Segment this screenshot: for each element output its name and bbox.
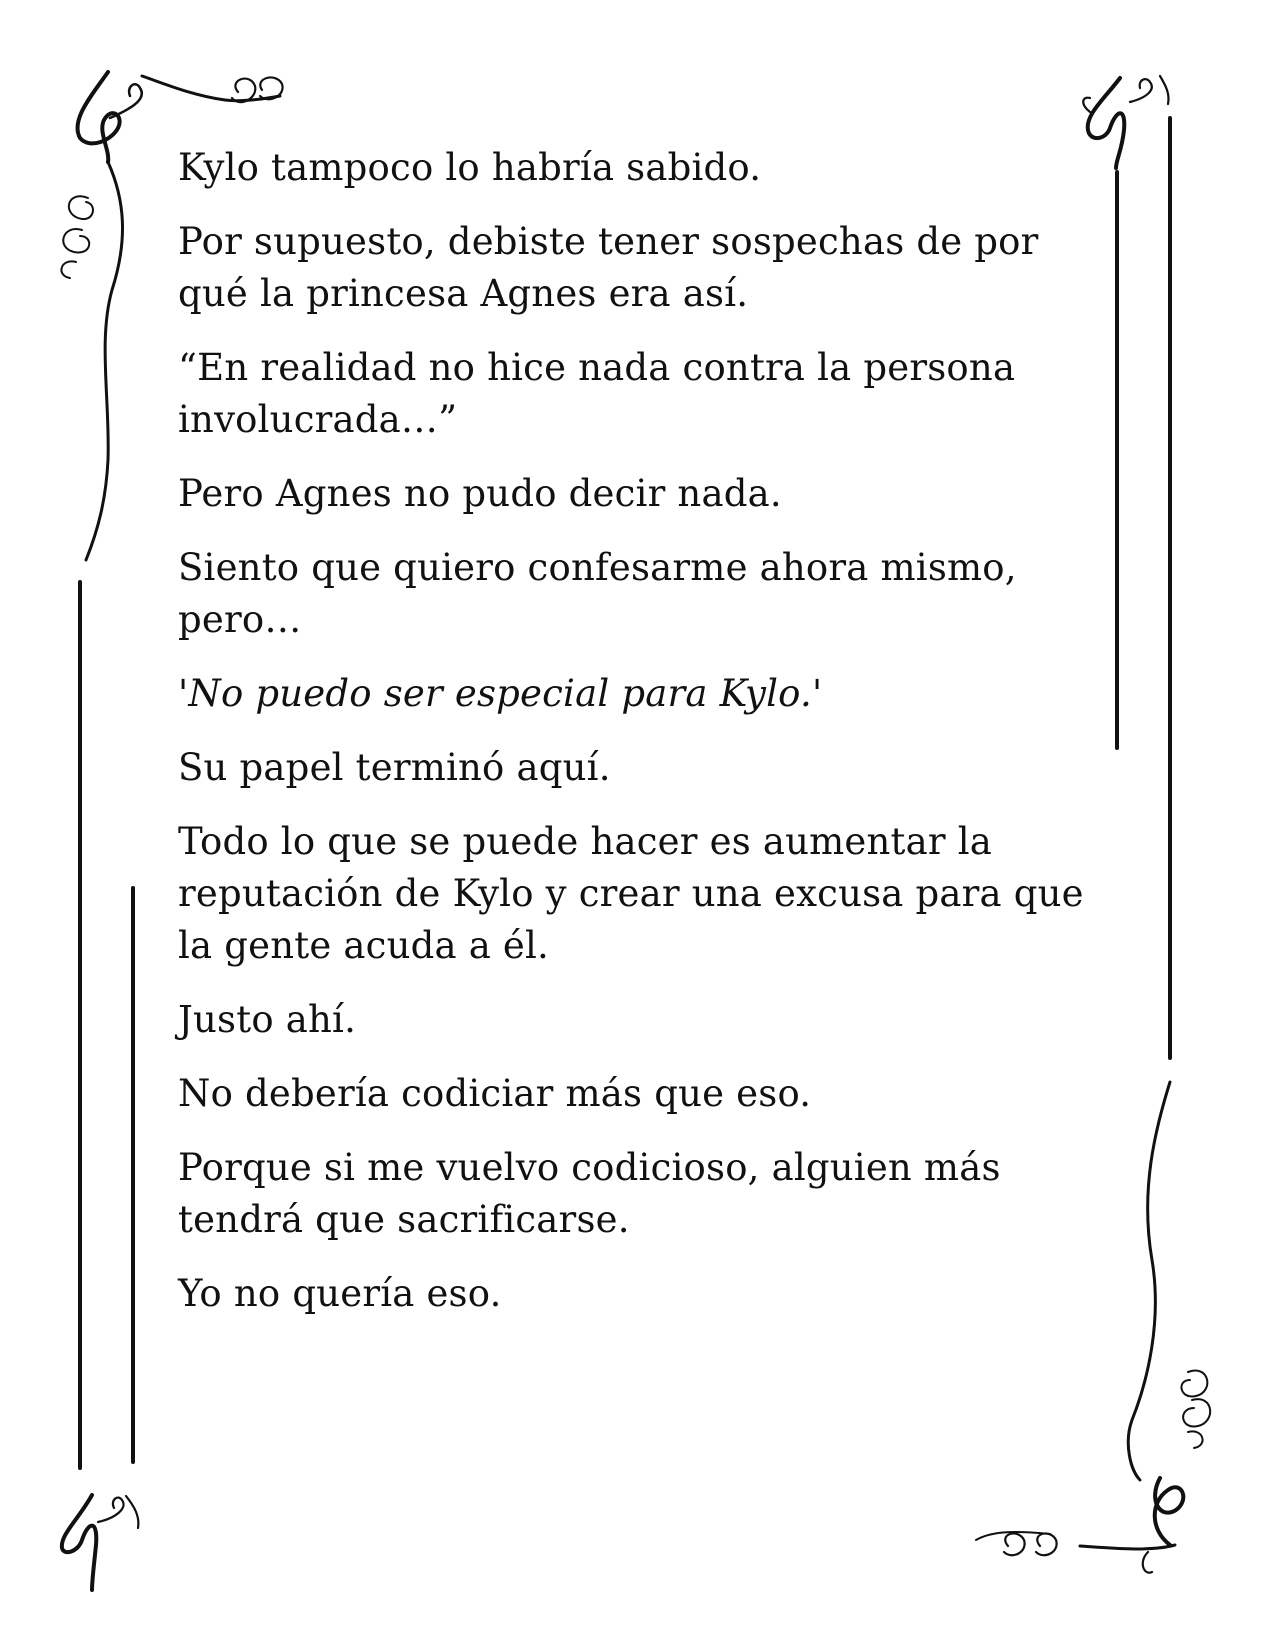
paragraph: Pero Agnes no pudo decir nada.: [178, 472, 782, 515]
paragraph: Justo ahí.: [178, 998, 357, 1041]
paragraph: “En realidad no hice nada contra la persona involucrada…”: [178, 346, 1016, 441]
paragraph: Porque si me vuelvo codicioso, alguien más tendrá que sacrificarse.: [178, 1146, 1001, 1241]
paragraph: Yo no quería eso.: [178, 1272, 502, 1315]
paragraph: Su papel terminó aquí.: [178, 746, 611, 789]
paragraph: Por supuesto, debiste tener sospechas de por qué la princesa Agnes era así.: [178, 220, 1039, 315]
paragraph: Siento que quiero confesarme ahora mismo, pero…: [178, 546, 1017, 641]
italic-thought-paragraph: 'No puedo ser especial para Kylo.': [178, 672, 823, 715]
paragraph: No debería codiciar más que eso.: [178, 1072, 812, 1115]
paragraph: Kylo tampoco lo habría sabido.: [178, 146, 762, 189]
page-body: [178, 142, 1118, 1342]
paragraph: Todo lo que se puede hacer es aumentar la reputación de Kylo y crear una excusa para que la gente acuda a él.: [178, 820, 1084, 967]
bottom-left-flourish: [62, 1495, 139, 1590]
